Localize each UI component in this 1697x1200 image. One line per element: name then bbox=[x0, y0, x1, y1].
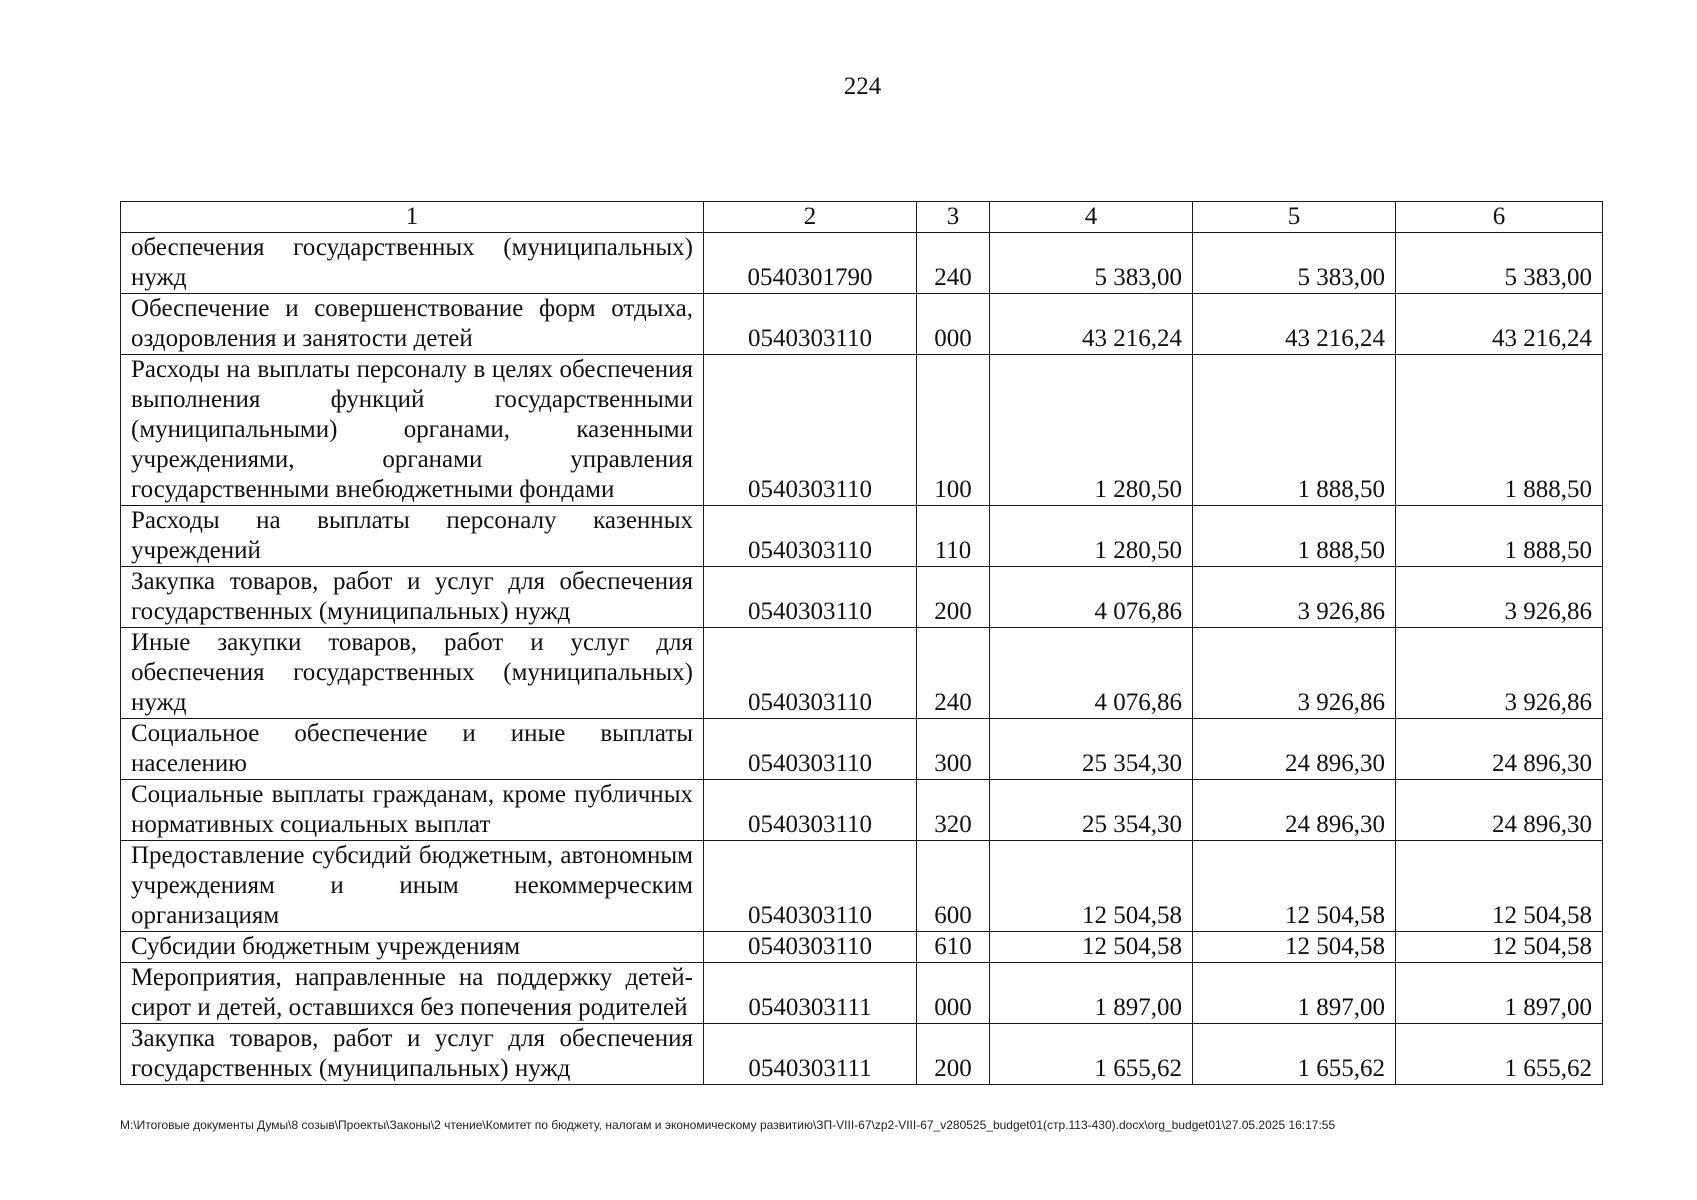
expense-type-code: 320 bbox=[917, 780, 990, 841]
table-row bbox=[121, 963, 1603, 1024]
amount-col-4: 1 280,50 bbox=[990, 355, 1193, 506]
amount-col-5: 12 504,58 bbox=[1193, 841, 1396, 932]
table-row bbox=[121, 567, 1603, 628]
amount-col-4: 25 354,30 bbox=[990, 719, 1193, 780]
column-header: 3 bbox=[917, 202, 990, 233]
table-row bbox=[121, 294, 1603, 355]
table-row bbox=[121, 719, 1603, 780]
expense-type-code: 000 bbox=[917, 963, 990, 1024]
amount-col-6: 3 926,86 bbox=[1396, 567, 1603, 628]
target-code: 0540303110 bbox=[704, 932, 917, 963]
amount-col-6: 12 504,58 bbox=[1396, 841, 1603, 932]
amount-col-5: 1 655,62 bbox=[1193, 1024, 1396, 1085]
amount-col-4: 4 076,86 bbox=[990, 567, 1193, 628]
row-description: обеспечения государственных (муниципальных) нужд bbox=[121, 233, 704, 294]
amount-col-6: 1 888,50 bbox=[1396, 355, 1603, 506]
column-header: 5 bbox=[1193, 202, 1396, 233]
row-description: Обеспечение и совершенствование форм отдыха, оздоровления и занятости детей bbox=[121, 294, 704, 355]
row-description: Субсидии бюджетным учреждениям bbox=[121, 932, 704, 963]
amount-col-6: 3 926,86 bbox=[1396, 628, 1603, 719]
amount-col-6: 43 216,24 bbox=[1396, 294, 1603, 355]
budget-table bbox=[120, 201, 1603, 1085]
amount-col-5: 3 926,86 bbox=[1193, 628, 1396, 719]
expense-type-code: 300 bbox=[917, 719, 990, 780]
target-code: 0540303110 bbox=[704, 719, 917, 780]
row-description: Предоставление субсидий бюджетным, автономным учреждениям и иным некоммерческим организациям bbox=[121, 841, 704, 932]
table-header-row bbox=[121, 202, 1603, 233]
row-description: Расходы на выплаты персоналу в целях обеспечения выполнения функций государственными (муниципальными) органами, казенными учреждениями, органами управления государственными внебюджетными фондами bbox=[121, 355, 704, 506]
table-row bbox=[121, 628, 1603, 719]
amount-col-5: 24 896,30 bbox=[1193, 780, 1396, 841]
amount-col-4: 12 504,58 bbox=[990, 841, 1193, 932]
column-header: 4 bbox=[990, 202, 1193, 233]
expense-type-code: 200 bbox=[917, 1024, 990, 1085]
amount-col-5: 12 504,58 bbox=[1193, 932, 1396, 963]
amount-col-6: 24 896,30 bbox=[1396, 780, 1603, 841]
expense-type-code: 240 bbox=[917, 233, 990, 294]
amount-col-6: 1 897,00 bbox=[1396, 963, 1603, 1024]
target-code: 0540301790 bbox=[704, 233, 917, 294]
document-file-path: М:\Итоговые документы Думы\8 созыв\Проекты\Законы\2 чтение\Комитет по бюджету, налогам и экономическому развитию\ЗП-VIII-67\zp2-VIII-67_v280525_budget01(стр.113-430).docx\org_budget01\27.05.2025 16:17:55 bbox=[120, 1118, 1336, 1132]
amount-col-5: 3 926,86 bbox=[1193, 567, 1396, 628]
amount-col-4: 4 076,86 bbox=[990, 628, 1193, 719]
target-code: 0540303110 bbox=[704, 294, 917, 355]
row-description: Иные закупки товаров, работ и услуг для обеспечения государственных (муниципальных) нужд bbox=[121, 628, 704, 719]
column-header: 1 bbox=[121, 202, 704, 233]
target-code: 0540303110 bbox=[704, 780, 917, 841]
amount-col-5: 43 216,24 bbox=[1193, 294, 1396, 355]
amount-col-6: 1 655,62 bbox=[1396, 1024, 1603, 1085]
target-code: 0540303110 bbox=[704, 628, 917, 719]
row-description: Расходы на выплаты персоналу казенных учреждений bbox=[121, 506, 704, 567]
column-header: 6 bbox=[1396, 202, 1603, 233]
expense-type-code: 240 bbox=[917, 628, 990, 719]
amount-col-6: 12 504,58 bbox=[1396, 932, 1603, 963]
target-code: 0540303110 bbox=[704, 355, 917, 506]
expense-type-code: 100 bbox=[917, 355, 990, 506]
row-description: Социальные выплаты гражданам, кроме публичных нормативных социальных выплат bbox=[121, 780, 704, 841]
amount-col-4: 43 216,24 bbox=[990, 294, 1193, 355]
amount-col-6: 5 383,00 bbox=[1396, 233, 1603, 294]
amount-col-5: 5 383,00 bbox=[1193, 233, 1396, 294]
expense-type-code: 600 bbox=[917, 841, 990, 932]
row-description: Мероприятия, направленные на поддержку детей-сирот и детей, оставшихся без попечения родителей bbox=[121, 963, 704, 1024]
target-code: 0540303110 bbox=[704, 567, 917, 628]
table-row bbox=[121, 780, 1603, 841]
target-code: 0540303110 bbox=[704, 841, 917, 932]
table-row bbox=[121, 1024, 1603, 1085]
amount-col-5: 1 897,00 bbox=[1193, 963, 1396, 1024]
target-code: 0540303110 bbox=[704, 506, 917, 567]
expense-type-code: 200 bbox=[917, 567, 990, 628]
amount-col-5: 1 888,50 bbox=[1193, 355, 1396, 506]
expense-type-code: 110 bbox=[917, 506, 990, 567]
amount-col-4: 1 897,00 bbox=[990, 963, 1193, 1024]
amount-col-4: 5 383,00 bbox=[990, 233, 1193, 294]
row-description: Социальное обеспечение и иные выплаты населению bbox=[121, 719, 704, 780]
amount-col-4: 1 280,50 bbox=[990, 506, 1193, 567]
amount-col-5: 1 888,50 bbox=[1193, 506, 1396, 567]
target-code: 0540303111 bbox=[704, 1024, 917, 1085]
row-description: Закупка товаров, работ и услуг для обеспечения государственных (муниципальных) нужд bbox=[121, 567, 704, 628]
table-row bbox=[121, 932, 1603, 963]
row-description: Закупка товаров, работ и услуг для обеспечения государственных (муниципальных) нужд bbox=[121, 1024, 704, 1085]
column-header: 2 bbox=[704, 202, 917, 233]
table-row bbox=[121, 506, 1603, 567]
table-row bbox=[121, 233, 1603, 294]
page-number: 224 bbox=[843, 73, 882, 100]
expense-type-code: 000 bbox=[917, 294, 990, 355]
expense-type-code: 610 bbox=[917, 932, 990, 963]
amount-col-4: 25 354,30 bbox=[990, 780, 1193, 841]
amount-col-4: 1 655,62 bbox=[990, 1024, 1193, 1085]
amount-col-5: 24 896,30 bbox=[1193, 719, 1396, 780]
table-row bbox=[121, 355, 1603, 506]
target-code: 0540303111 bbox=[704, 963, 917, 1024]
table-row bbox=[121, 841, 1603, 932]
amount-col-6: 1 888,50 bbox=[1396, 506, 1603, 567]
amount-col-4: 12 504,58 bbox=[990, 932, 1193, 963]
amount-col-6: 24 896,30 bbox=[1396, 719, 1603, 780]
